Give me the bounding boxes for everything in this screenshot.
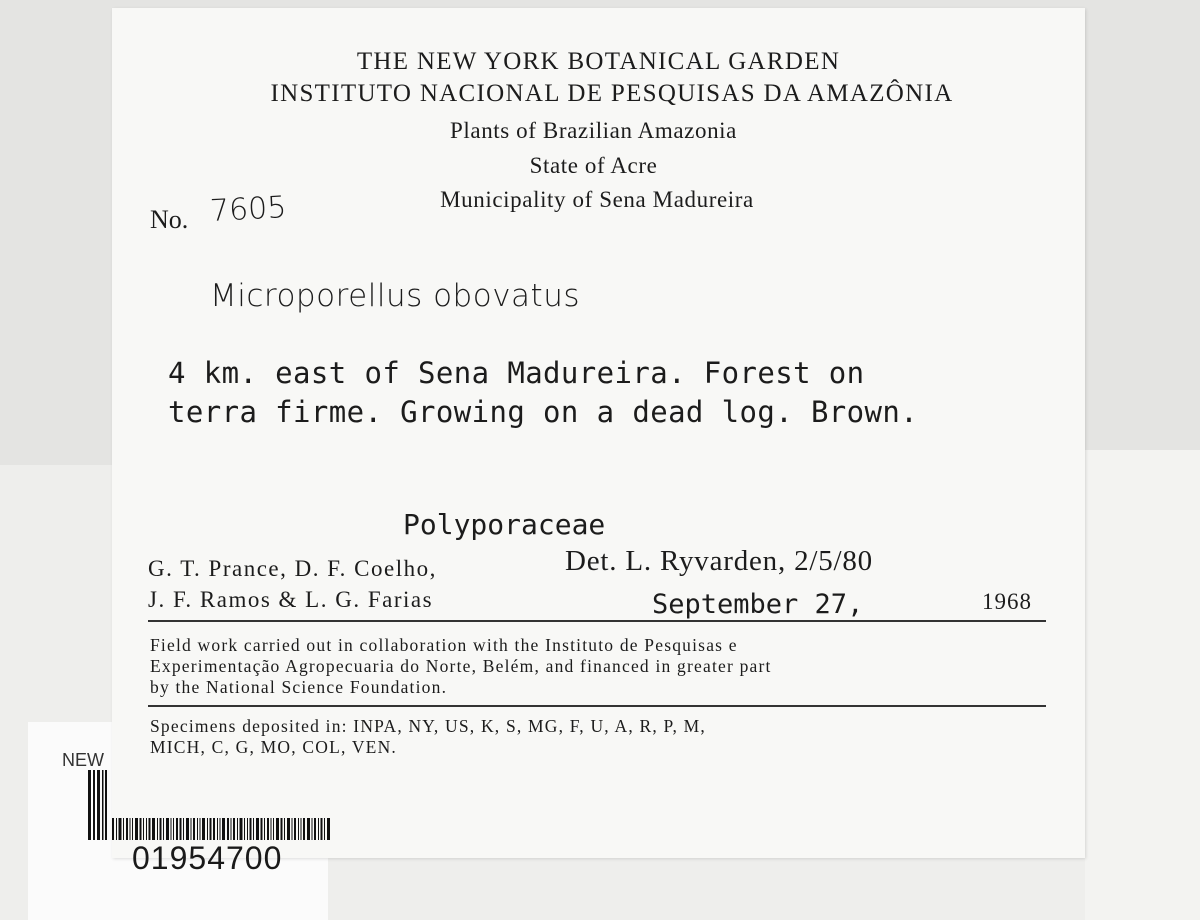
barcode-bar	[123, 818, 124, 840]
barcode-bar	[298, 818, 299, 840]
barcode-bar	[116, 818, 117, 840]
barcode-bar	[321, 818, 323, 840]
institution-line-2: INSTITUTO NACIONAL DE PESQUISAS DA AMAZÔNIA	[270, 80, 954, 107]
divider-1	[148, 620, 1046, 622]
barcode-bar	[200, 818, 201, 840]
barcode-bar	[292, 818, 293, 840]
barcode-bar	[312, 818, 313, 840]
barcode-bar	[152, 818, 155, 840]
barcode-bar	[176, 818, 178, 840]
barcode-bar	[160, 818, 162, 840]
collectors-line-1: G. T. Prance, D. F. Coelho,	[148, 556, 437, 581]
barcode-bar	[284, 818, 285, 840]
barcode-label: NEW	[62, 750, 104, 770]
institution-line-1: THE NEW YORK BOTANICAL GARDEN	[356, 48, 841, 75]
barcode-bar	[222, 818, 225, 840]
fieldwork-line-3: by the National Science Foundation.	[150, 677, 448, 697]
barcode-bar	[217, 818, 218, 840]
barcode-bar	[324, 818, 325, 840]
determination: Det. L. Ryvarden, 2/5/80	[565, 545, 873, 577]
barcode-bar	[197, 818, 198, 840]
barcode-bar	[301, 818, 302, 840]
barcode-bar	[126, 818, 128, 840]
barcode-bar	[157, 818, 158, 840]
barcode-bar	[149, 818, 151, 840]
barcode-bar	[271, 818, 272, 840]
collectors-line-2: J. F. Ramos & L. G. Farias	[148, 587, 434, 612]
barcode-bar	[287, 818, 290, 840]
barcode-bar	[143, 818, 144, 840]
barcode-bar	[281, 818, 283, 840]
barcode-bar	[193, 818, 195, 840]
barcode-bar	[171, 818, 172, 840]
barcode-bar	[166, 818, 169, 840]
taxon-name: Microporellus obovatus	[210, 278, 580, 314]
barcode-bar	[267, 818, 269, 840]
family-name: Polyporaceae	[403, 508, 606, 541]
barcode-bar	[256, 818, 259, 840]
fieldwork-line-1: Field work carried out in collaboration with the Instituto de Pesquisas e	[150, 635, 738, 655]
barcode-bar	[119, 818, 122, 840]
barcode-bar	[140, 818, 142, 840]
barcode-bar	[264, 818, 265, 840]
barcode-bar	[186, 818, 189, 840]
fieldwork-line-2: Experimentação Agropecuaria do Norte, Belém, and financed in greater part	[150, 656, 772, 676]
collection-date: September 27,	[652, 589, 864, 620]
barcode-bar	[276, 818, 279, 840]
deposit-line-2: MICH, C, G, MO, COL, VEN.	[150, 737, 397, 757]
barcode-bar	[191, 818, 192, 840]
barcode-bar	[135, 818, 138, 840]
barcode-bar	[183, 818, 184, 840]
barcode-bar	[180, 818, 182, 840]
collection-year: 1968	[982, 589, 1032, 614]
barcode-bar	[314, 818, 316, 840]
barcode-bar	[247, 818, 248, 840]
barcode-bar	[132, 818, 133, 840]
barcode-bar	[213, 818, 215, 840]
barcode-bar	[240, 818, 243, 840]
barcode-icon	[88, 770, 338, 840]
barcode-bar	[318, 818, 319, 840]
barcode-bar	[231, 818, 232, 840]
barcode-bar	[130, 818, 131, 840]
barcode-bar	[253, 818, 254, 840]
barcode-bar	[294, 818, 296, 840]
barcode-bar	[244, 818, 245, 840]
barcode-bar	[327, 818, 330, 840]
barcode-bar	[163, 818, 164, 840]
municipality-line: Municipality of Sena Madureira	[440, 187, 754, 212]
barcode-bar	[202, 818, 205, 840]
barcode-bar	[307, 818, 310, 840]
barcode-bar	[250, 818, 252, 840]
barcode-number: 01954700	[132, 840, 283, 876]
barcode-bar	[303, 818, 305, 840]
collection-title: Plants of Brazilian Amazonia	[450, 118, 737, 143]
barcode-bar	[273, 818, 274, 840]
number-prefix: No.	[150, 205, 189, 234]
barcode-bar	[261, 818, 263, 840]
deposit-line-1: Specimens deposited in: INPA, NY, US, K, S, MG, F, U, A, R, P, M,	[150, 716, 706, 736]
barcode-bar	[146, 818, 147, 840]
locality-line-2: terra firme. Growing on a dead log. Brown.	[168, 395, 919, 429]
barcode-bar	[233, 818, 235, 840]
barcode-bar	[210, 818, 212, 840]
collection-number: 7605	[209, 190, 288, 229]
barcode-bar	[173, 818, 174, 840]
divider-2	[148, 705, 1046, 707]
barcode-bar	[112, 818, 114, 840]
background-strip	[1085, 450, 1200, 920]
barcode-bar	[220, 818, 221, 840]
barcode-bar	[207, 818, 208, 840]
barcode-bar	[237, 818, 238, 840]
locality-line-1: 4 km. east of Sena Madureira. Forest on	[168, 356, 865, 390]
barcode-bar	[227, 818, 229, 840]
state-line: State of Acre	[529, 153, 658, 178]
